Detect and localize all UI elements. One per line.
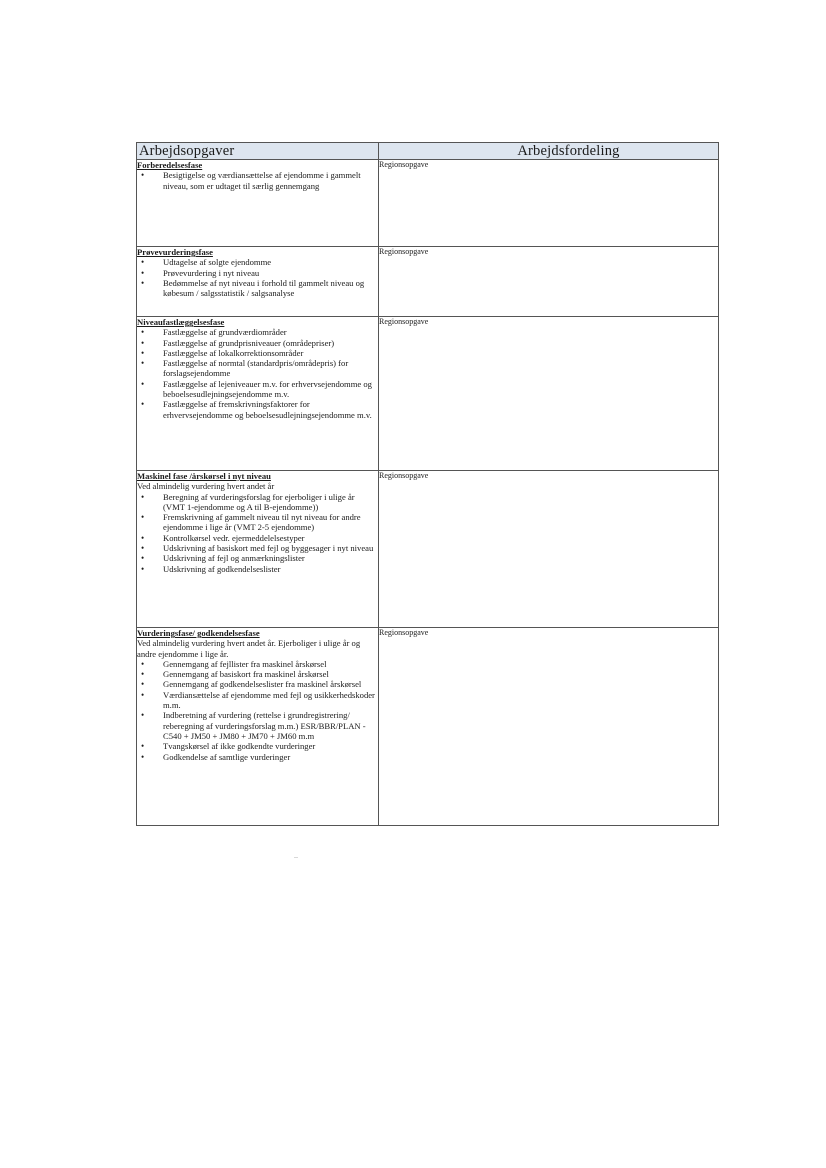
list-item: • Gennemgang af basiskort fra maskinel årskørsel (137, 669, 378, 679)
phase-title: Niveaufastlæggelsesfase (137, 317, 225, 327)
list-item: • Fastlæggelse af grundværdiområder (137, 327, 378, 337)
table-row (137, 247, 719, 317)
list-item: • Udskrivning af basiskort med fejl og byggesager i nyt niveau (137, 543, 378, 553)
list-item: • Udskrivning af fejl og anmærkningslister (137, 553, 378, 563)
list-item: • Udskrivning af godkendelseslister (137, 564, 378, 574)
phase-title: Maskinel fase /årskørsel i nyt niveau (137, 471, 271, 481)
tasks-cell (137, 628, 379, 826)
task-distribution-table (136, 142, 719, 826)
column-header-distribution: Arbejdsfordeling (379, 143, 719, 160)
distribution-cell: Regionsopgave (379, 247, 719, 317)
list-item: • Prøvevurdering i nyt niveau (137, 268, 378, 278)
phase-title: Forberedelsesfase (137, 160, 203, 170)
list-item: • Fremskrivning af gammelt niveau til nyt niveau for andre ejendomme i lige år (VMT 2-5 ejendomme) (137, 512, 378, 533)
phase-title: Vurderingsfase/ godkendelsesfase (137, 628, 260, 638)
task-list (137, 659, 378, 762)
list-item: • Indberetning af vurdering (rettelse i grundregistrering/ reberegning af vurderingsforslag m.m.) ESR/BBR/PLAN - C540 + JM50 + JM80 + JM70 + JM60 m.m (137, 710, 378, 741)
distribution-cell: Regionsopgave (379, 628, 719, 826)
list-item: • Værdiansættelse af ejendomme med fejl og usikkerhedskoder m.m. (137, 690, 378, 711)
task-list (137, 170, 378, 191)
tasks-cell (137, 317, 379, 471)
distribution-cell: Regionsopgave (379, 317, 719, 471)
list-item: • Fastlæggelse af lokalkorrektionsområder (137, 348, 378, 358)
list-item: • Kontrolkørsel vedr. ejermeddelelsestyper (137, 533, 378, 543)
task-list (137, 257, 378, 298)
phase-intro: Ved almindelig vurdering hvert andet år (137, 481, 275, 492)
list-item: • Tvangskørsel af ikke godkendte vurderinger (137, 741, 378, 751)
distribution-cell: Regionsopgave (379, 160, 719, 247)
table-header-row (137, 143, 719, 160)
column-header-tasks: Arbejdsopgaver (137, 143, 379, 160)
task-list (137, 492, 378, 574)
list-item: • Beregning af vurderingsforslag for ejerboliger i ulige år (VMT 1-ejendomme og A til B-ejendomme)) (137, 492, 378, 513)
tasks-cell (137, 471, 379, 628)
phase-title: Prøvevurderingsfase (137, 247, 213, 257)
table-row (137, 160, 719, 247)
list-item: • Bedømmelse af nyt niveau i forhold til gammelt niveau og købesum / salgsstatistik / salgsanalyse (137, 278, 378, 299)
list-item: • Fastlæggelse af fremskrivningsfaktorer for erhvervsejendomme og beboelsesudlejningsejendomme m.v. (137, 399, 378, 420)
table-row (137, 471, 719, 628)
list-item: • Godkendelse af samtlige vurderinger (137, 752, 378, 762)
list-item: • Fastlæggelse af grundprisniveauer (områdepriser) (137, 338, 378, 348)
list-item: • Fastlæggelse af lejeniveauer m.v. for erhvervsejendomme og beboelsesudlejningsejendomme m.v. (137, 379, 378, 400)
distribution-cell: Regionsopgave (379, 471, 719, 628)
scan-speck (294, 857, 298, 858)
list-item: • Udtagelse af solgte ejendomme (137, 257, 378, 267)
list-item: • Gennemgang af fejllister fra maskinel årskørsel (137, 659, 378, 669)
tasks-cell (137, 160, 379, 247)
list-item: • Besigtigelse og værdiansættelse af ejendomme i gammelt niveau, som er udtaget til særlig gennemgang (137, 170, 378, 191)
task-list (137, 327, 378, 420)
tasks-cell (137, 247, 379, 317)
list-item: • Gennemgang af godkendelseslister fra maskinel årskørsel (137, 679, 378, 689)
table-row (137, 317, 719, 471)
list-item: • Fastlæggelse af normtal (standardpris/områdepris) for forslagsejendomme (137, 358, 378, 379)
phase-intro: Ved almindelig vurdering hvert andet år. Ejerboliger i ulige år og andre ejendomme i lige år. (137, 638, 361, 659)
table-row (137, 628, 719, 826)
